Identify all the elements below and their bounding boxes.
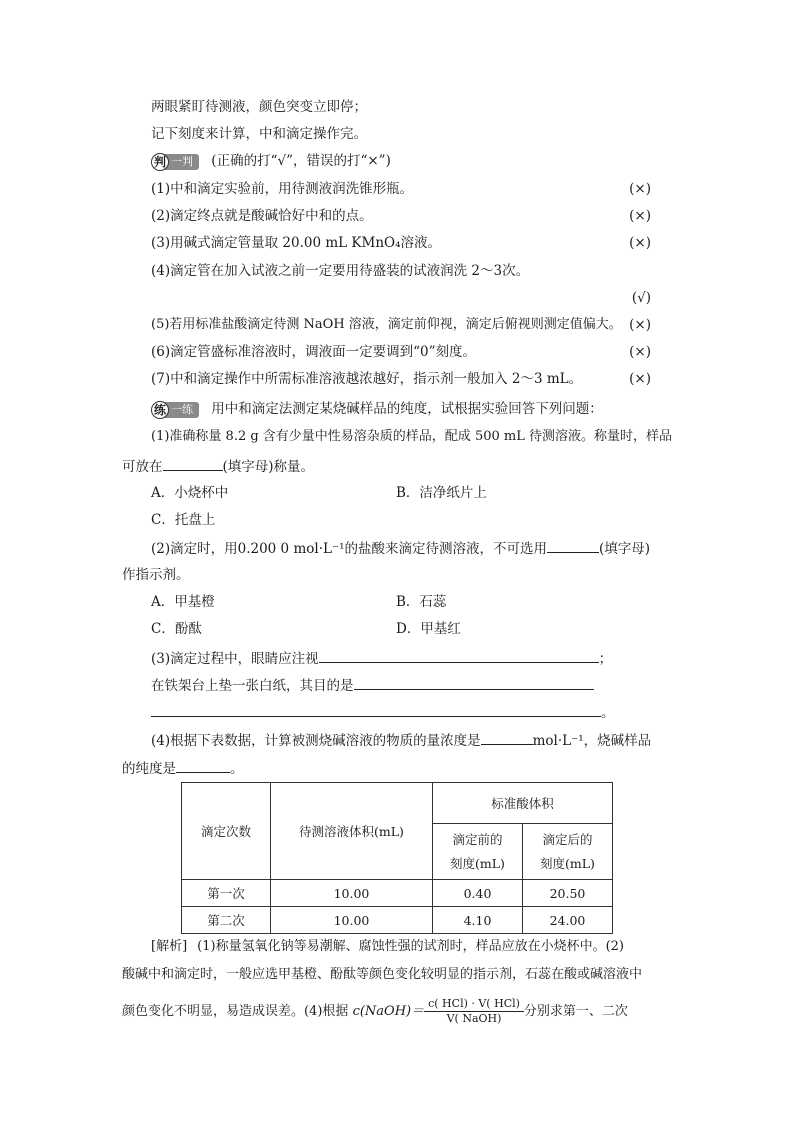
formula-fraction bbox=[424, 997, 524, 1026]
cell-trial: 第二次 bbox=[182, 907, 271, 934]
judge-mark-4: (√) bbox=[631, 290, 651, 306]
judge-mark-7: (×) bbox=[629, 371, 651, 387]
analysis-line-1-text: (1)称量氢氧化钠等易潮解、腐蚀性强的试剂时，样品应放在小烧杯中。(2) bbox=[197, 939, 624, 954]
th-before bbox=[433, 824, 523, 880]
th-volume: 待测溶液体积(mL) bbox=[271, 783, 433, 880]
q4-line-1-start: (4)根据下表数据，计算被测烧碱溶液的物质的量浓度是 bbox=[151, 733, 481, 749]
formula-lhs: c(NaOH)＝ bbox=[352, 1004, 425, 1019]
q1-line-2-start: 可放在 bbox=[122, 459, 163, 475]
th-after-line-1: 滴定后的 bbox=[542, 831, 593, 847]
formula-numerator: c( HCl) · V( HCl) bbox=[424, 997, 524, 1012]
judge-item-6: (6)滴定管盛标准溶液时，调液面一定要调到“0”刻度。 bbox=[151, 344, 477, 360]
q4-answer-blank-1[interactable] bbox=[481, 730, 533, 745]
q3-answer-blank-2[interactable] bbox=[354, 675, 594, 690]
q1-option-b: B．洁净纸片上 bbox=[396, 485, 487, 501]
q4-line-2 bbox=[122, 758, 244, 778]
th-acid: 标准酸体积 bbox=[433, 783, 613, 824]
cell-before: 0.40 bbox=[433, 880, 523, 907]
q1-answer-blank[interactable] bbox=[163, 456, 223, 471]
q2-option-c: C．酚酞 bbox=[151, 621, 202, 637]
judge-item-5: (5)若用标准盐酸滴定待测 NaOH 溶液，滴定前仰视，滴定后俯视则测定值偏大。 bbox=[151, 317, 622, 332]
judge-mark-1: (×) bbox=[629, 181, 651, 197]
titration-table bbox=[181, 782, 613, 934]
q1-line-1: (1)准确称量 8.2 g 含有少量中性易溶杂质的样品，配成 500 mL 待测溶液。称量时，样品 bbox=[151, 429, 672, 444]
q1-line-2 bbox=[122, 456, 314, 476]
q3-line-1-text: (3)滴定过程中，眼睛应注视 bbox=[151, 651, 319, 667]
q3-period: 。 bbox=[601, 705, 615, 721]
judge-badge-char: 判 bbox=[151, 153, 169, 171]
q4-line-2-start: 的纯度是 bbox=[122, 761, 176, 777]
judge-mark-3: (×) bbox=[629, 235, 651, 251]
q2-line-1-start: (2)滴定时，用0.200 0 mol·L⁻¹的盐酸来滴定待测溶液，不可选用 bbox=[151, 541, 547, 557]
q3-answer-blank-3[interactable] bbox=[151, 702, 601, 717]
q4-line-2-end: 。 bbox=[230, 761, 244, 777]
q1-line-2-end: (填字母)称量。 bbox=[222, 459, 315, 475]
analysis-line-3-text: 颜色变化不明显，易造成误差。(4)根据 bbox=[122, 1004, 349, 1019]
mnemonic-line-1: 两眼紧盯待测液，颜色突变立即停； bbox=[151, 99, 367, 115]
cell-before: 4.10 bbox=[433, 907, 523, 934]
practice-header bbox=[151, 400, 603, 419]
practice-badge bbox=[151, 401, 199, 419]
practice-badge-char: 练 bbox=[151, 401, 169, 419]
judge-mark-5: (×) bbox=[629, 317, 651, 333]
cell-volume: 10.00 bbox=[271, 880, 433, 907]
q2-option-b: B．石蕊 bbox=[396, 594, 447, 610]
cell-after: 24.00 bbox=[523, 907, 613, 934]
practice-badge-text: 一练 bbox=[161, 402, 199, 418]
table-row bbox=[182, 907, 613, 934]
judge-item-7: (7)中和滴定操作中所需标准溶液越浓越好，指示剂一般加入 2～3 mL。 bbox=[151, 371, 583, 387]
analysis-line-3 bbox=[122, 995, 628, 1029]
th-after bbox=[523, 824, 613, 880]
mnemonic-line-2: 记下刻度来计算，中和滴定操作完。 bbox=[151, 126, 367, 142]
judge-badge-text: 一判 bbox=[161, 154, 199, 170]
judge-item-1: (1)中和滴定实验前，用待测液润洗锥形瓶。 bbox=[151, 181, 414, 197]
q1-option-c: C．托盘上 bbox=[151, 512, 216, 528]
analysis-tag: [解析] bbox=[151, 939, 188, 954]
q2-line-1-end: (填字母) bbox=[598, 541, 651, 557]
formula-denominator: V( NaOH) bbox=[446, 1012, 502, 1025]
q3-line-1 bbox=[151, 648, 612, 668]
q3-answer-blank-1[interactable] bbox=[319, 648, 599, 663]
q3-semicolon: ； bbox=[598, 651, 613, 667]
analysis-line-2: 酸碱中和滴定时，一般应选甲基橙、酚酞等颜色变化较明显的指示剂，石蕊在酸或碱溶液中 bbox=[122, 967, 643, 982]
th-before-line-1: 滴定前的 bbox=[452, 831, 503, 847]
judge-mark-6: (×) bbox=[629, 344, 651, 360]
q4-line-1 bbox=[151, 730, 651, 750]
cell-after: 20.50 bbox=[523, 880, 613, 907]
analysis-line-3-end: 分别求第一、二次 bbox=[523, 1004, 628, 1019]
judge-header bbox=[151, 152, 391, 171]
judge-mark-2: (×) bbox=[629, 208, 651, 224]
judge-instruction: (正确的打“√”，错误的打“×”) bbox=[211, 153, 391, 169]
q2-option-d: D．甲基红 bbox=[396, 621, 461, 637]
q2-answer-blank[interactable] bbox=[547, 538, 599, 553]
q2-line-2: 作指示剂。 bbox=[122, 567, 190, 583]
judge-item-2: (2)滴定终点就是酸碱恰好中和的点。 bbox=[151, 208, 373, 224]
q2-option-a: A．甲基橙 bbox=[151, 594, 215, 610]
q3-line-2-text: 在铁架台上垫一张白纸，其目的是 bbox=[151, 678, 354, 694]
q2-line-1 bbox=[151, 538, 650, 558]
th-trial: 滴定次数 bbox=[182, 783, 271, 880]
cell-trial: 第一次 bbox=[182, 880, 271, 907]
th-before-line-2: 刻度(mL) bbox=[450, 855, 505, 871]
th-after-line-2: 刻度(mL) bbox=[540, 855, 595, 871]
judge-badge bbox=[151, 153, 199, 171]
practice-intro: 用中和滴定法测定某烧碱样品的纯度，试根据实验回答下列问题： bbox=[211, 401, 603, 417]
q1-option-a: A．小烧杯中 bbox=[151, 485, 229, 501]
cell-volume: 10.00 bbox=[271, 907, 433, 934]
q4-line-1-end: mol·L⁻¹，烧碱样品 bbox=[532, 733, 652, 749]
q4-answer-blank-2[interactable] bbox=[176, 758, 230, 773]
q3-line-3 bbox=[151, 702, 615, 722]
analysis-line-1 bbox=[151, 938, 624, 956]
judge-item-4: (4)滴定管在加入试液之前一定要用待盛装的试液润洗 2～3次。 bbox=[151, 263, 530, 279]
judge-item-3: (3)用碱式滴定管量取 20.00 mL KMnO₄溶液。 bbox=[151, 235, 441, 251]
q3-line-2 bbox=[151, 675, 594, 695]
table-row bbox=[182, 880, 613, 907]
